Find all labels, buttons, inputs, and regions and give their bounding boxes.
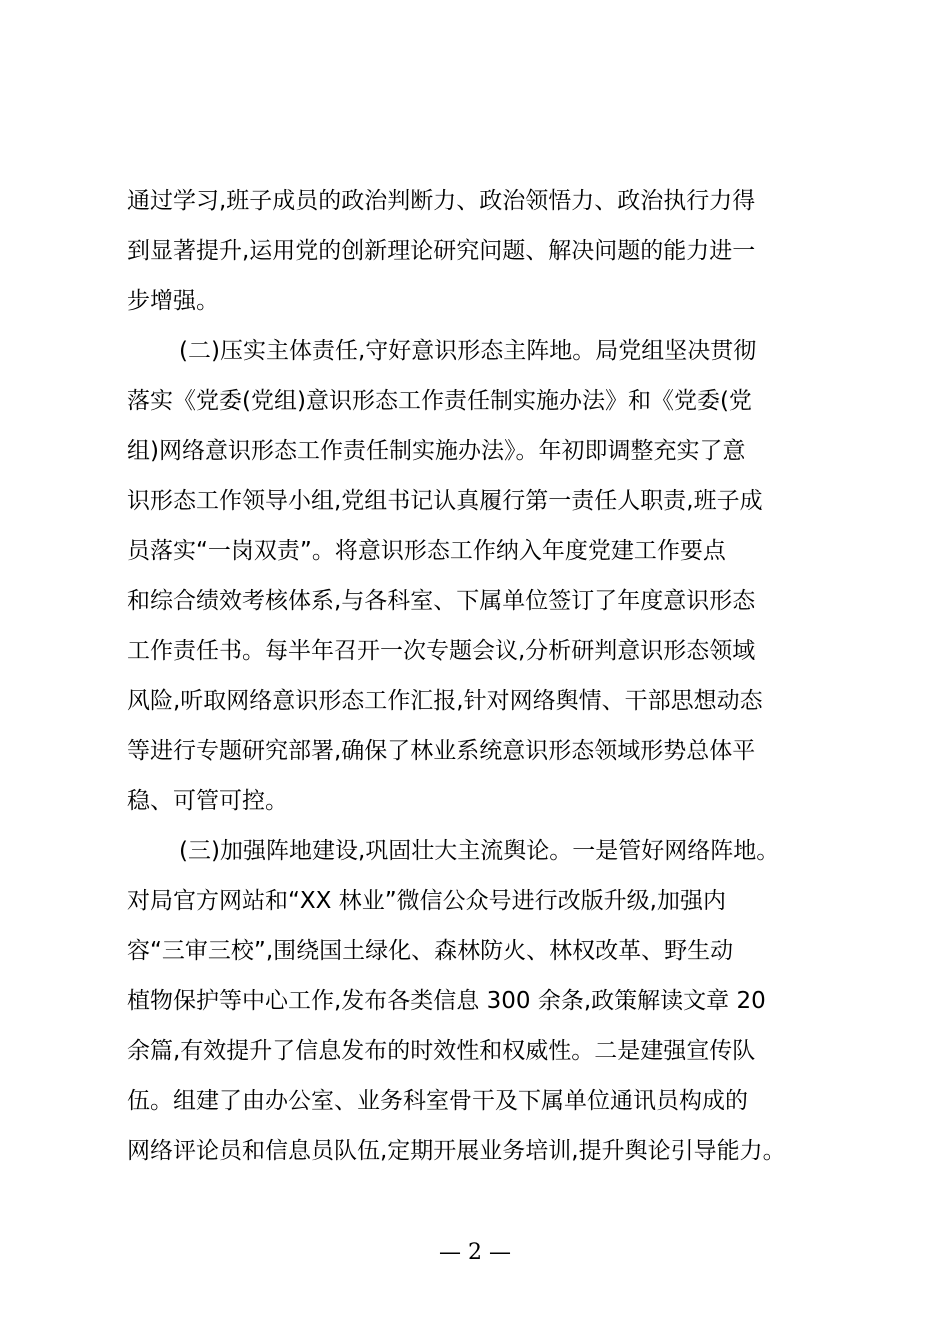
body-text [127,176,839,1176]
text-line: 余篇,有效提升了信息发布的时效性和权威性。二是建强宣传队 [127,1038,756,1064]
text-line: 步增强。 [127,288,219,314]
text-line: 员落实“一岗双责”。将意识形态工作纳入年度党建工作要点 [127,538,726,564]
text-line: 风险,听取网络意识形态工作汇报,针对网络舆情、干部思想动态 [127,688,763,714]
section-heading-line: (三)加强阵地建设,巩固壮大主流舆论。一是管好网络阵地。 [179,838,780,864]
text-line: 稳、可管可控。 [127,788,288,814]
text-line: 等进行专题研究部署,确保了林业系统意识形态领域形势总体平 [127,738,756,764]
text-line: 容“三审三校”,围绕国土绿化、森林防火、林权改革、野生动 [127,938,734,964]
text-line: 到显著提升,运用党的创新理论研究问题、解决问题的能力进一 [127,238,756,264]
text-line: 通过学习,班子成员的政治判断力、政治领悟力、政治执行力得 [127,188,756,214]
text-line: 网络评论员和信息员队伍,定期开展业务培训,提升舆论引导能力。 [127,1138,786,1164]
text-line: 对局官方网站和“XX 林业”微信公众号进行改版升级,加强内 [127,888,726,914]
text-line: 识形态工作领导小组,党组书记认真履行第一责任人职责,班子成 [127,488,763,514]
section-heading-line: (二)压实主体责任,守好意识形态主阵地。局党组坚决贯彻 [179,338,757,364]
text-line: 落实《党委(党组)意识形态工作责任制实施办法》和《党委(党 [127,388,752,414]
text-line: 植物保护等中心工作,发布各类信息 300 余条,政策解读文章 20 [127,988,766,1014]
text-line: 伍。组建了由办公室、业务科室骨干及下属单位通讯员构成的 [127,1088,748,1114]
page-number: — 2 — [439,1240,511,1265]
text-line: 工作责任书。每半年召开一次专题会议,分析研判意识形态领域 [127,638,756,664]
text-line: 和综合绩效考核体系,与各科室、下属单位签订了年度意识形态 [127,588,756,614]
text-line: 组)网络意识形态工作责任制实施办法》。年初即调整充实了意 [127,438,746,464]
